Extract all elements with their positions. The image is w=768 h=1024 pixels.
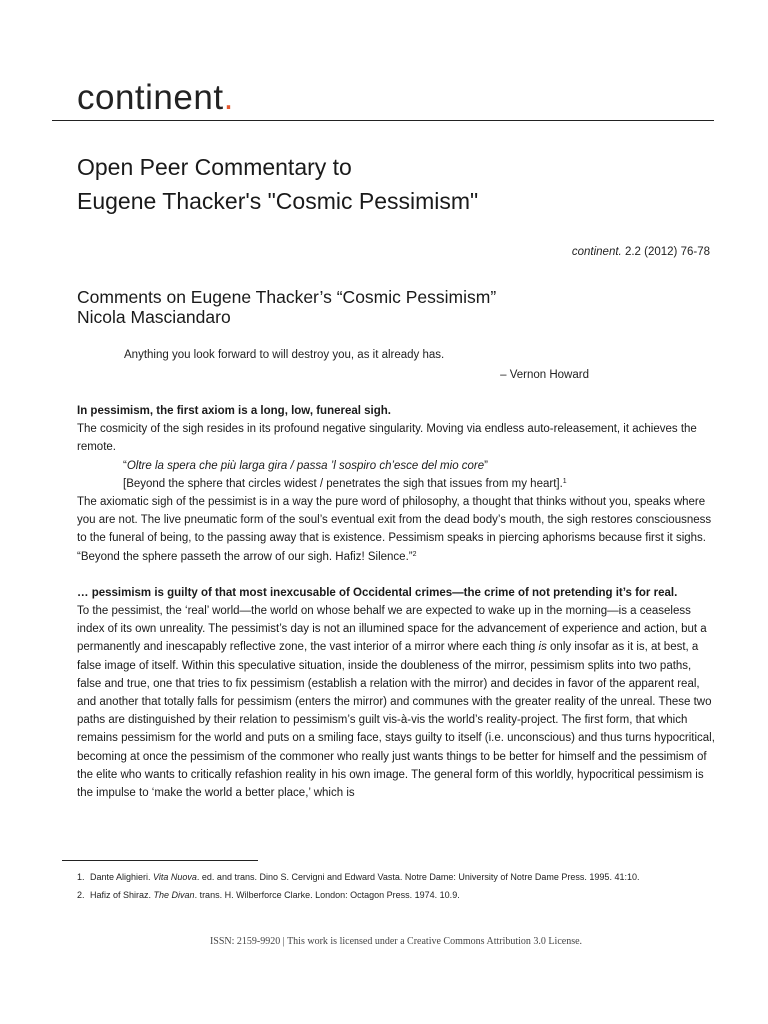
epigraph-author: – Vernon Howard: [500, 369, 589, 381]
footnote-text: . trans. H. Wilberforce Clarke. London: Octagon Press. 1974. 10.9.: [194, 890, 460, 900]
citation: [572, 246, 710, 258]
paragraph: [77, 602, 717, 802]
footnote-text: Hafiz of Shiraz.: [90, 890, 154, 900]
footnote-text: Dante Alighieri.: [90, 872, 154, 882]
paragraph-text: The axiomatic sigh of the pessimist is in a way the pure word of philosophy, a thought that thinks without you, speaks where you are not. The live pneumatic form of the soul’s eventual exit from the dead body’s mouth, the sigh restores consciousness to the funeral of being, to the passing away that is existence. Pessimism speaks in piercing aphorisms because first it sighs. “Beyond the sphere passeth the arrow of our sigh. Hafiz! Silence.”: [77, 496, 712, 563]
article-body: [77, 402, 717, 802]
epigraph: [124, 346, 589, 384]
paragraph: The cosmicity of the sigh resides in its profound negative singularity. Moving via endless auto-releasement, it achieves the remote.: [77, 423, 697, 454]
quote-open-mark: “: [123, 459, 127, 472]
footnote-number: 1.: [77, 872, 85, 882]
emphasis: is: [538, 641, 547, 654]
page-title-line1: Open Peer Commentary to: [77, 154, 352, 180]
paragraph-text: To the pessimist, the ‘real’ world—the world on whose behalf we are expected to wake up in the morning—is a ceaseless index of its own unreality. The pessimist’s day is not an illumined space for the advancement of experience and action, but a permanently and inescapably reflective zone, the vast interior of a mirror where each thing: [77, 605, 707, 654]
quote-close-mark: ”: [484, 459, 488, 472]
paragraph-text: only insofar as it is, at best, a false image of itself. Within this speculative situation, inside the doubleness of the mirror, pessimism splits into two paths, false and true, one that tries to fix pessimism (establish a relation with the mirror) and decides in favor of the apparent real, and another that totally falls for pessimism (enters the mirror) and communes with the greater reality of the unreal. These two paths are distinguished by their relation to pessimism’s guilt vis-à-vis the world’s reality-project. The first form, that which remains pessimism for the world and puts on a smiling face, stays guilty to itself (i.e. unconscious) and thus turns hypocritical, becoming at once the pessimism of the commoner who really just wants things to be better for himself and the pessimism of the elite who wants to critically refashion reality in his own image. The general form of this worldly, hypocritical pessimism is the impulse to ‘make the world a better place,’ which is: [77, 641, 715, 800]
quote-translation: [77, 475, 717, 493]
footnote-number: 2.: [77, 890, 85, 900]
paragraph: [77, 493, 717, 566]
journal-logo-dot: .: [223, 78, 234, 117]
article-author: Nicola Masciandaro: [77, 307, 231, 327]
quote-italian-text: Oltre la spera che più larga gira / passa ’l sospiro ch’esce del mio core: [126, 459, 485, 472]
footnotes: [77, 868, 677, 904]
license-footer: ISSN: 2159-9920 | This work is licensed under a Creative Commons Attribution 3.0 License.: [209, 936, 583, 947]
footnote-rule: [62, 860, 258, 861]
footnote-text: . ed. and trans. Dino S. Cervigni and Edward Vasta. Notre Dame: University of Notre Dame Press. 1995. 41:10.: [196, 872, 640, 882]
section-heading-2: … pessimism is guilty of that most inexcusable of Occidental crimes—the crime of not pretending it’s for real.: [77, 586, 678, 599]
citation-volume: 2.2 (2012) 76-78: [624, 246, 710, 258]
quote-italian: [77, 457, 717, 475]
epigraph-text: Anything you look forward to will destroy you, as it already has.: [124, 349, 445, 361]
footnote-title: Vita Nuova: [153, 872, 197, 882]
footnote-ref-2[interactable]: 2: [412, 550, 417, 558]
page-title-line2: Eugene Thacker's "Cosmic Pessimism": [77, 188, 479, 214]
section-heading-1: In pessimism, the first axiom is a long, low, funereal sigh.: [77, 405, 391, 417]
footnote-1: [77, 868, 677, 886]
quote-translation-text: [Beyond the sphere that circles widest / penetrates the sigh that issues from my heart].: [123, 477, 563, 490]
section-gap: [77, 566, 717, 584]
footnote-ref-1[interactable]: 1: [562, 477, 567, 485]
footnote-2: [77, 886, 677, 904]
article-title: Comments on Eugene Thacker’s “Cosmic Pessimism”: [77, 287, 497, 307]
journal-name: continent: [77, 78, 224, 117]
journal-logo: [77, 80, 234, 115]
footnote-title: The Divan: [153, 890, 195, 900]
citation-journal: continent.: [571, 246, 622, 258]
article-header: [77, 287, 496, 327]
header-rule: [52, 120, 714, 121]
page-title: [77, 150, 478, 218]
